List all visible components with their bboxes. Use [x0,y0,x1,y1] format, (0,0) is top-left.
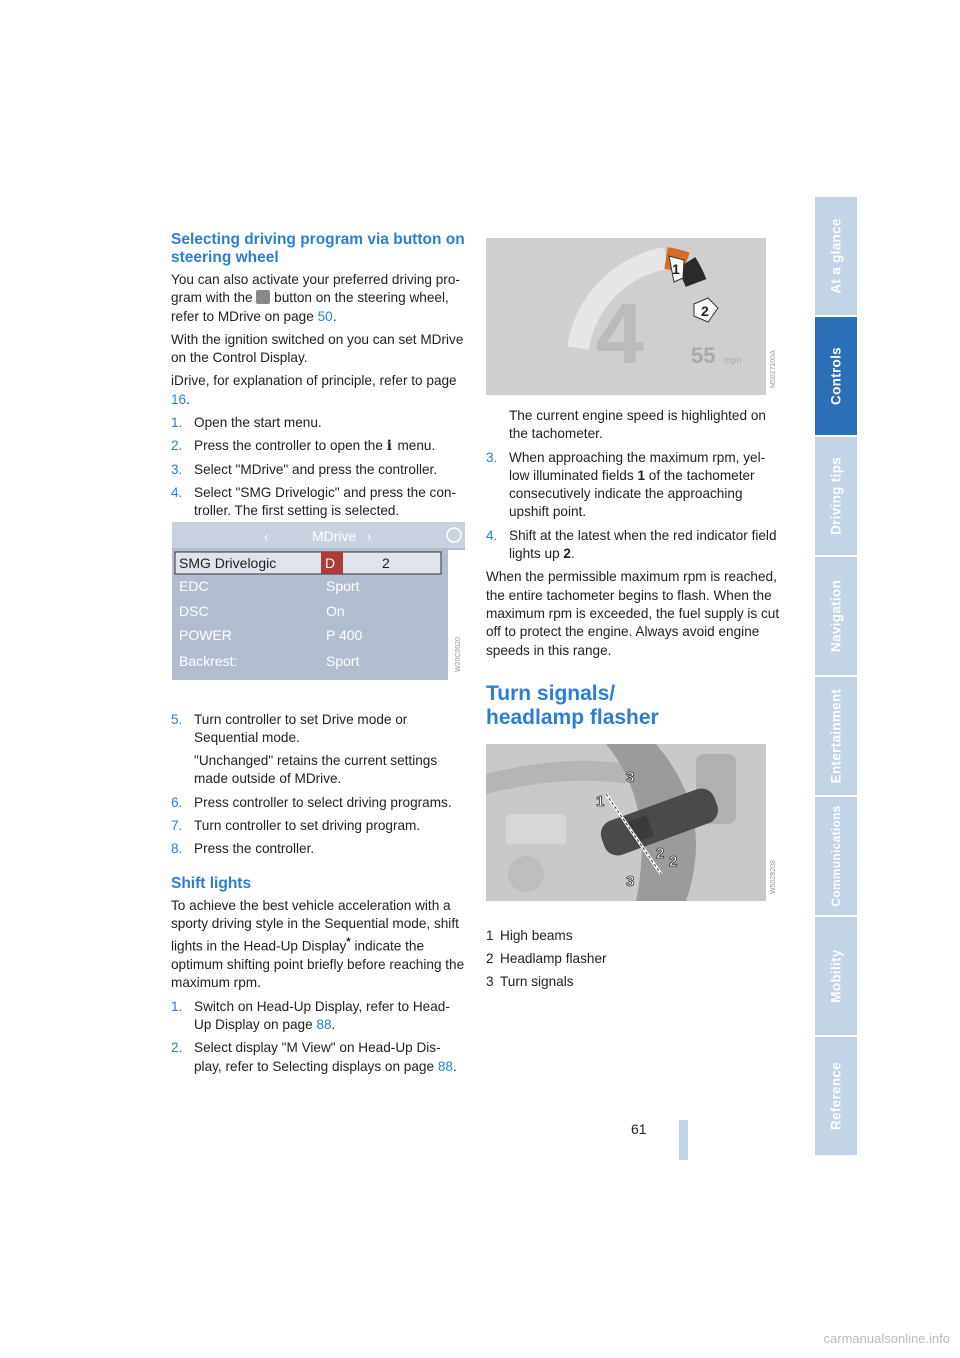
step: 1. Open the start menu. [171,415,322,431]
step: 3. Select "MDrive" and press the controller. [171,461,438,477]
step: 1. Switch on Head-Up Display, refer to Head-Up Display on page 88. [171,998,450,1032]
callout-3: 3 [626,873,635,890]
setting-value: D [325,555,336,571]
page-number: 61 [631,1121,647,1137]
setting-label: SMG Drivelogic [179,555,277,571]
tab-label: Driving tips [828,457,844,535]
mdrive-title: MDrive [312,528,357,544]
tab-communications[interactable] [815,797,857,917]
step: 2. Select display "M View" on Head-Up Dis-play, refer to Selecting displays on page 88. [171,1040,457,1074]
section-tabs [815,197,857,1157]
page-number-bar [679,1120,688,1160]
section-heading: Selecting driving program via button on steering wheel [171,231,465,266]
step: 8. Press the controller. [171,841,315,857]
tab-label: Communications [829,805,843,907]
svg-text:›: › [367,529,372,544]
setting-value: Sport [326,578,360,594]
figure-code: W5028208 [770,860,777,894]
tab-label: Reference [828,1062,844,1130]
step-note: "Unchanged" retains the current settings made outside of MDrive. [194,753,438,787]
page-link[interactable]: 88 [316,1016,332,1032]
tab-label: At a glance [828,218,844,294]
info-icon: i [386,438,392,455]
step: 7. Turn controller to set driving program. [171,818,421,834]
page-link[interactable]: 16 [171,391,187,407]
gear-indicator: 4 [596,286,644,382]
tab-label: Controls [828,347,844,405]
callout-2: 2 [656,845,665,862]
setting-label: EDC [179,578,209,594]
callout-3: 3 [626,769,635,786]
setting-label: Backrest: [179,653,238,669]
callout-1: 1 [596,793,605,810]
page-link[interactable]: 88 [437,1058,453,1074]
paragraph: You can also activate your preferred driving pro-gram with the button on the steering wheel, refer to MDrive on page 50. [171,272,460,324]
setting-value: Sport [326,653,360,669]
setting-extra: 2 [382,555,390,571]
setting-value: On [326,603,345,619]
section-heading: Turn signals/ headlamp flasher [486,681,659,729]
tab-at-a-glance[interactable] [815,197,857,317]
legend-item: 3 Turn signals [486,974,574,990]
legend-item: 2 Headlamp flasher [486,951,607,967]
mdrive-button-icon [256,290,270,304]
turn-signal-stalk-figure [486,744,778,901]
legend-item: 1 High beams [486,927,573,943]
step: 6. Press controller to select driving programs. [171,794,452,810]
paragraph: When the permissible maximum rpm is reached, the entire tachometer begins to flash. When the maximum rpm is exceeded, the fuel supply is cut off to protect the engine. Always avoid engine speeds in this range. [486,569,780,658]
tab-navigation[interactable] [815,557,857,677]
tab-reference[interactable] [815,1037,857,1157]
tab-mobility[interactable] [815,917,857,1037]
callout-1: 1 [672,261,680,277]
page-link[interactable]: 50 [317,308,333,324]
svg-text:‹: ‹ [264,529,269,544]
tab-driving-tips[interactable] [815,437,857,557]
speed-unit: mph [724,355,742,365]
tab-label: Entertainment [828,688,844,784]
section-heading: Shift lights [171,874,252,892]
paragraph: iDrive, for explanation of principle, refer to page 16. [171,373,457,407]
step: 2. Press the controller to open the i menu. [171,438,436,455]
step: 4. Select "SMG Drivelogic" and press the con-troller. The first setting is selected. [171,484,456,519]
setting-label: POWER [179,627,232,643]
tachometer-figure [486,238,778,395]
callout-2: 2 [669,853,678,870]
step: 3. When approaching the maximum rpm, yel-low illuminated fields 1 of the tachometer consecutively indicate the approaching upshift point. [486,449,766,520]
paragraph: With the ignition switched on you can set MDrive on the Control Display. [171,331,464,366]
tab-label: Mobility [828,949,844,1003]
callout-2: 2 [701,303,709,319]
setting-value: P 400 [326,627,363,643]
paragraph: The current engine speed is highlighted on the tachometer. [509,408,766,442]
setting-label: DSC [179,603,209,619]
step: 5. Turn controller to set Drive mode or Sequential mode. [171,711,408,745]
step: 4. Shift at the latest when the red indicator field lights up 2. [486,527,777,562]
paragraph: To achieve the best vehicle acceleration with a sporty driving style in the Sequential mode, shift lights in the Head-Up Display* indicate the optimum shifting point briefly before reaching the maximum rpm. [171,897,465,991]
figure-code: W20C0020 [455,636,462,672]
footer-watermark: carmanualsonline.info [823,1331,950,1346]
mdrive-screen-figure [172,522,465,680]
figure-code: M5027100A [770,350,777,388]
tab-entertainment[interactable] [815,677,857,797]
tab-label: Navigation [828,579,844,653]
speed-readout: 55 [691,343,716,368]
tab-controls[interactable] [815,317,857,437]
